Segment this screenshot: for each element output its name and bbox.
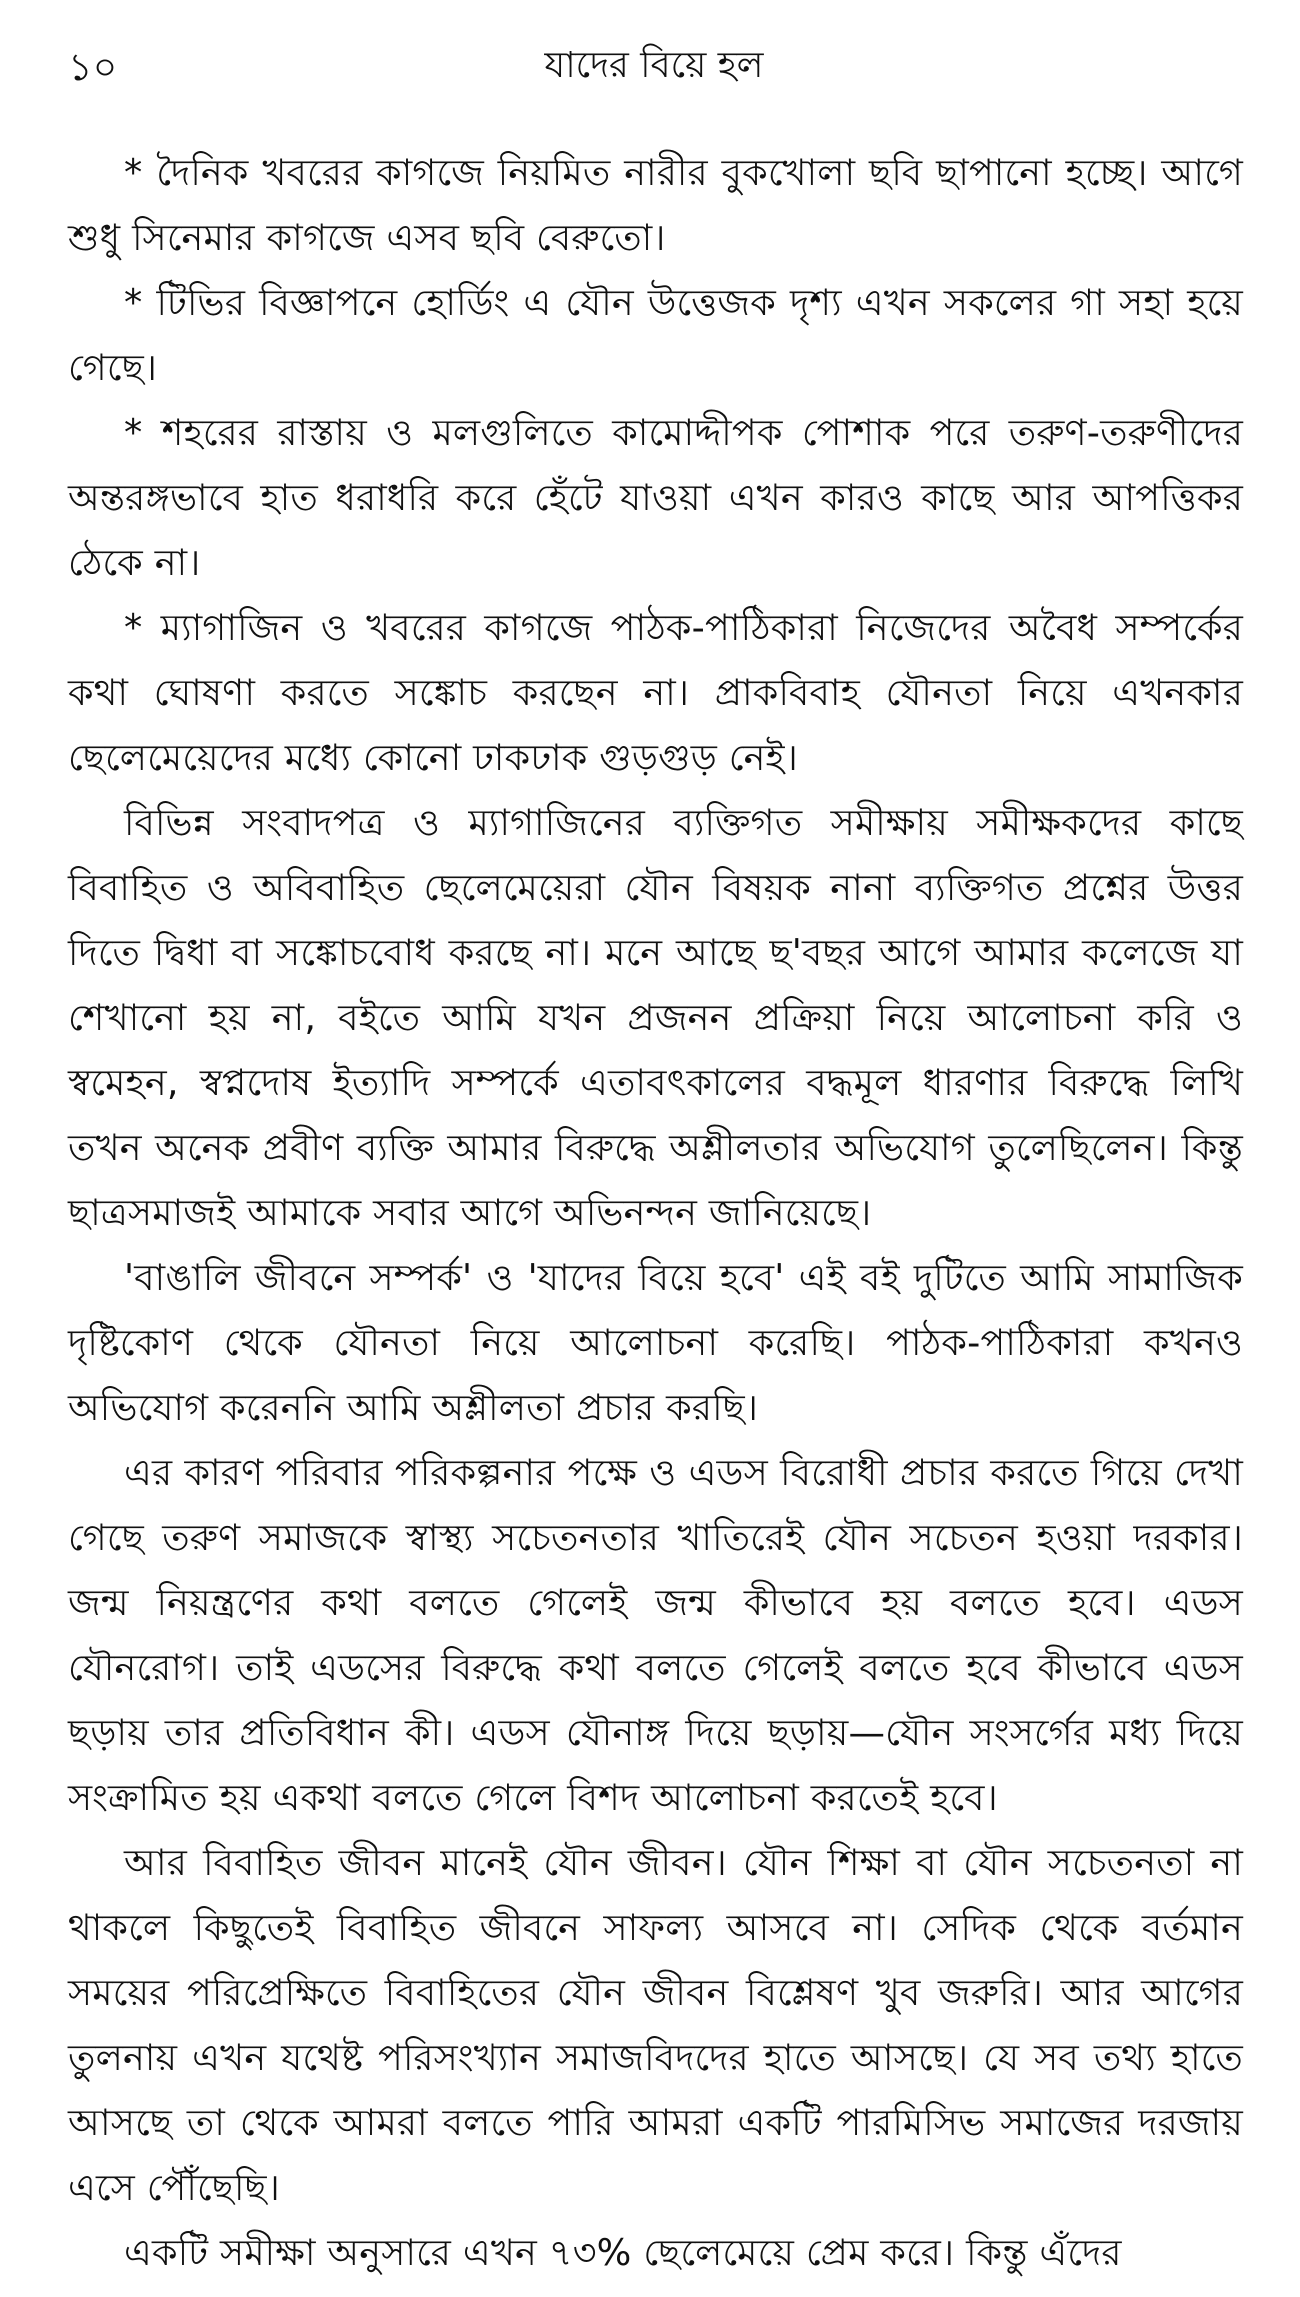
paragraph: * দৈনিক খবরের কাগজে নিয়মিত নারীর বুকখোলা ছবি ছাপানো হচ্ছে। আগে শুধু সিনেমার কাগজে এসব ছবি বেরুতো। xyxy=(68,151,1243,259)
running-title: যাদের বিয়ে হল xyxy=(544,45,764,86)
body-text xyxy=(68,140,1243,2285)
paragraph: আর বিবাহিত জীবন মানেই যৌন জীবন। যৌন শিক্ষা বা যৌন সচেতনতা না থাকলে কিছুতেই বিবাহিত জীবনে সাফল্য আসবে না। সেদিক থেকে বর্তমান সময়ের পরিপ্রেক্ষিতে বিবাহিতের যৌন জীবন বিশ্লেষণ খুব জরুরি। আর আগের তুলনায় এখন যথেষ্ট পরিসংখ্যান সমাজবিদদের হাতে আসছে। যে সব তথ্য হাতে আসছে তা থেকে আমরা বলতে পারি আমরা একটি পারমিসিভ সমাজের দরজায় এসে পৌঁছেছি। xyxy=(68,1841,1243,2209)
paragraph: এর কারণ পরিবার পরিকল্পনার পক্ষে ও এডস বিরোধী প্রচার করতে গিয়ে দেখা গেছে তরুণ সমাজকে স্বাস্থ্য সচেতনতার খাতিরেই যৌন সচেতন হওয়া দরকার। জন্ম নিয়ন্ত্রণের কথা বলতে গেলেই জন্ম কীভাবে হয় বলতে হবে। এডস যৌনরোগ। তাই এডসের বিরুদ্ধে কথা বলতে গেলেই বলতে হবে কীভাবে এডস ছড়ায় তার প্রতিবিধান কী। এডস যৌনাঙ্গ দিয়ে ছড়ায়—যৌন সংসর্গের মধ্য দিয়ে সংক্রামিত হয় একথা বলতে গেলে বিশদ আলোচনা করতেই হবে। xyxy=(68,1451,1243,1819)
paragraph: 'বাঙালি জীবনে সম্পর্ক' ও 'যাদের বিয়ে হবে' এই বই দুটিতে আমি সামাজিক দৃষ্টিকোণ থেকে যৌনতা নিয়ে আলোচনা করেছি। পাঠক-পাঠিকারা কখনও অভিযোগ করেননি আমি অশ্লীলতা প্রচার করছি। xyxy=(68,1256,1243,1429)
paragraph: * শহরের রাস্তায় ও মলগুলিতে কামোদ্দীপক পোশাক পরে তরুণ-তরুণীদের অন্তরঙ্গভাবে হাত ধরাধরি করে হেঁটে যাওয়া এখন কারও কাছে আর আপত্তিকর ঠেকে না। xyxy=(68,411,1243,584)
paragraph: একটি সমীক্ষা অনুসারে এখন ৭৩% ছেলেমেয়ে প্রেম করে। কিন্তু এঁদের xyxy=(124,2231,1122,2274)
paragraph: * টিভির বিজ্ঞাপনে হোর্ডিং এ যৌন উত্তেজক দৃশ্য এখন সকলের গা সহা হয়ে গেছে। xyxy=(68,281,1243,389)
paragraph: * ম্যাগাজিন ও খবরের কাগজে পাঠক-পাঠিকারা নিজেদের অবৈধ সম্পর্কের কথা ঘোষণা করতে সঙ্কোচ করছেন না। প্রাকবিবাহ যৌনতা নিয়ে এখনকার ছেলেমেয়েদের মধ্যে কোনো ঢাকঢাক গুড়গুড় নেই। xyxy=(68,606,1243,779)
page-header xyxy=(68,40,1240,110)
page-number: ১০ xyxy=(68,45,118,89)
paragraph: বিভিন্ন সংবাদপত্র ও ম্যাগাজিনের ব্যক্তিগত সমীক্ষায় সমীক্ষকদের কাছে বিবাহিত ও অবিবাহিত ছেলেমেয়েরা যৌন বিষয়ক নানা ব্যক্তিগত প্রশ্নের উত্তর দিতে দ্বিধা বা সঙ্কোচবোধ করছে না। মনে আছে ছ'বছর আগে আমার কলেজে যা শেখানো হয় না, বইতে আমি যখন প্রজনন প্রক্রিয়া নিয়ে আলোচনা করি ও স্বমেহন, স্বপ্নদোষ ইত্যাদি সম্পর্কে এতাবৎকালের বদ্ধমূল ধারণার বিরুদ্ধে লিখি তখন অনেক প্রবীণ ব্যক্তি আমার বিরুদ্ধে অশ্লীলতার অভিযোগ তুলেছিলেন। কিন্তু ছাত্রসমাজই আমাকে সবার আগে অভিনন্দন জানিয়েছে। xyxy=(68,801,1243,1234)
